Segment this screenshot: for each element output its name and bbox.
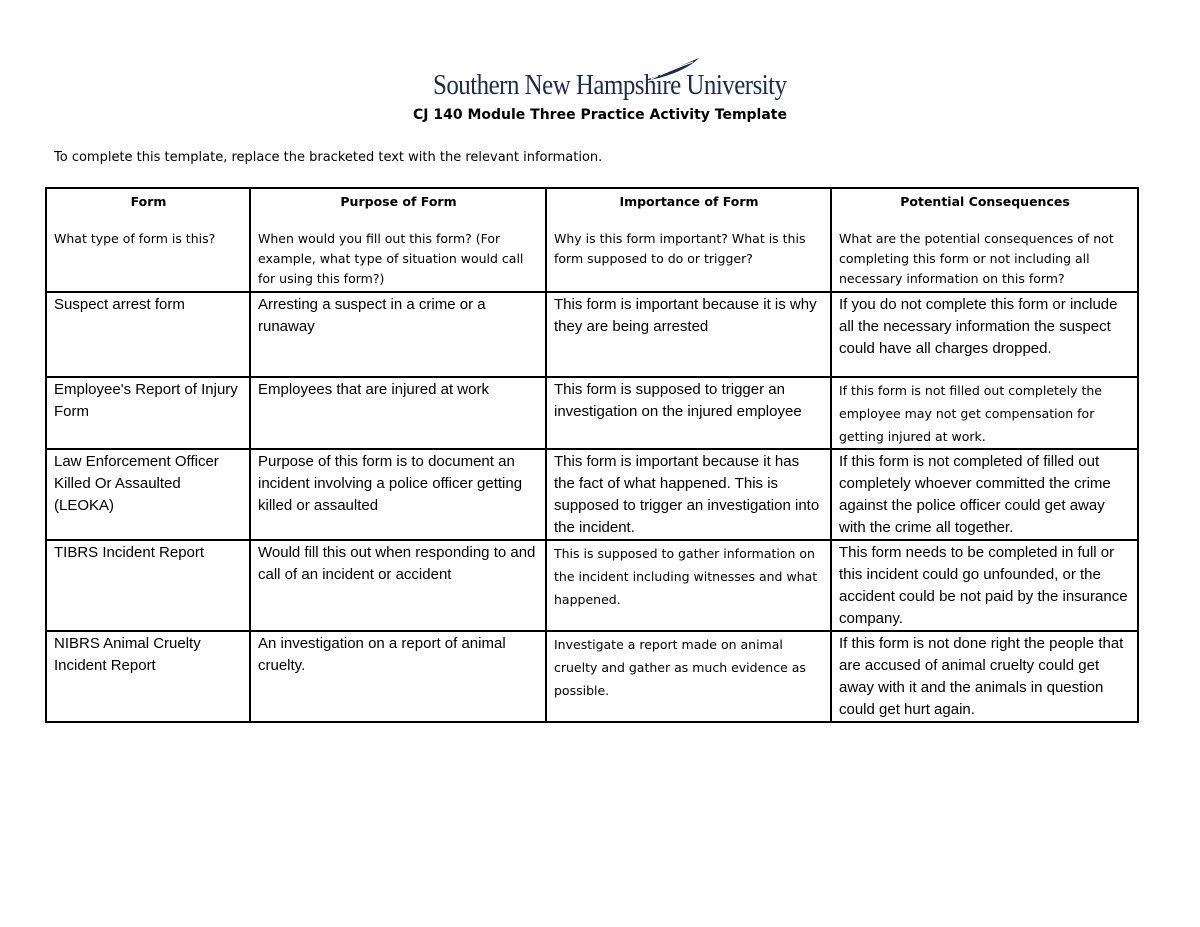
column-subtitle: When would you fill out this form? (For example, what type of situation would call for using this form?) bbox=[258, 231, 524, 286]
cell-text: If this form is not filled out completely the employee may not get compensation for getting injured at work. bbox=[839, 383, 1102, 444]
practice-activity-table bbox=[45, 187, 1139, 723]
table-cell bbox=[831, 631, 1138, 722]
table-cell bbox=[831, 449, 1138, 540]
cell-text: Suspect arrest form bbox=[54, 296, 185, 313]
column-title: Form bbox=[130, 194, 167, 209]
document-title: CJ 140 Module Three Practice Activity Template bbox=[413, 107, 787, 123]
logo-text: Southern New Hampshire University bbox=[433, 69, 787, 101]
table-cell bbox=[546, 631, 831, 722]
cell-text: If you do not complete this form or include all the necessary information the suspect could have all charges dropped. bbox=[839, 296, 1118, 357]
cell-text: NIBRS Animal Cruelty Incident Report bbox=[54, 635, 201, 674]
table-cell bbox=[831, 540, 1138, 631]
cell-text: An investigation on a report of animal cruelty. bbox=[258, 635, 506, 674]
column-subtitle: Why is this form important? What is this form supposed to do or trigger? bbox=[554, 231, 806, 266]
table-cell bbox=[250, 377, 546, 449]
table-cell bbox=[546, 292, 831, 377]
cell-text: Employee's Report of Injury Form bbox=[54, 381, 238, 420]
cell-text: Would fill this out when responding to and call of an incident or accident bbox=[258, 544, 536, 583]
header-cell-importance bbox=[546, 188, 831, 292]
table-cell bbox=[46, 631, 250, 722]
cell-text: This form needs to be completed in full or this incident could go unfounded, or the accident could be not paid by the insurance company. bbox=[839, 544, 1128, 627]
cell-text: Employees that are injured at work bbox=[258, 381, 489, 398]
table-row bbox=[46, 449, 1138, 540]
cell-text: This form is important because it has the fact of what happened. This is supposed to trigger an investigation into the incident. bbox=[554, 453, 820, 536]
cell-text: Investigate a report made on animal cruelty and gather as much evidence as possible. bbox=[554, 637, 806, 698]
cell-text: Law Enforcement Officer Killed Or Assaulted (LEOKA) bbox=[54, 453, 219, 514]
table-cell bbox=[46, 292, 250, 377]
table-cell bbox=[46, 377, 250, 449]
table-row bbox=[46, 377, 1138, 449]
cell-text: Arresting a suspect in a crime or a runaway bbox=[258, 296, 486, 335]
header-cell-purpose bbox=[250, 188, 546, 292]
table-cell bbox=[546, 449, 831, 540]
column-subtitle: What type of form is this? bbox=[54, 231, 216, 246]
cell-text: This form is supposed to trigger an investigation on the injured employee bbox=[554, 381, 802, 420]
cell-text: If this form is not done right the people that are accused of animal cruelty could get away with it and the animals in question could get hurt again. bbox=[839, 635, 1124, 718]
cell-text: This is supposed to gather information on the incident including witnesses and what happened. bbox=[554, 546, 818, 607]
table-cell bbox=[831, 377, 1138, 449]
snhu-logo bbox=[433, 56, 787, 106]
column-subtitle: What are the potential consequences of not completing this form or not including all necessary information on this form? bbox=[839, 231, 1114, 286]
table-cell bbox=[546, 377, 831, 449]
cell-text: If this form is not completed of filled out completely whoever committed the crime against the police officer could get away with the crime all together. bbox=[839, 453, 1111, 536]
instructions-text: To complete this template, replace the bracketed text with the relevant information. bbox=[54, 150, 603, 165]
table-header-row bbox=[46, 188, 1138, 292]
table-row bbox=[46, 631, 1138, 722]
column-title: Importance of Form bbox=[619, 194, 759, 209]
cell-text: TIBRS Incident Report bbox=[54, 544, 205, 561]
column-title: Purpose of Form bbox=[340, 194, 457, 209]
cell-text: Purpose of this form is to document an incident involving a police officer getting killed or assaulted bbox=[258, 453, 523, 514]
table-cell bbox=[250, 449, 546, 540]
table-cell bbox=[831, 292, 1138, 377]
table-row bbox=[46, 292, 1138, 377]
table-cell bbox=[546, 540, 831, 631]
table-cell bbox=[46, 540, 250, 631]
cell-text: This form is important because it is why they are being arrested bbox=[554, 296, 817, 335]
table-cell bbox=[250, 292, 546, 377]
header-cell-form bbox=[46, 188, 250, 292]
table-cell bbox=[46, 449, 250, 540]
table-row bbox=[46, 540, 1138, 631]
column-title: Potential Consequences bbox=[900, 194, 1070, 209]
table-cell bbox=[250, 631, 546, 722]
table-cell bbox=[250, 540, 546, 631]
header-cell-consequences bbox=[831, 188, 1138, 292]
